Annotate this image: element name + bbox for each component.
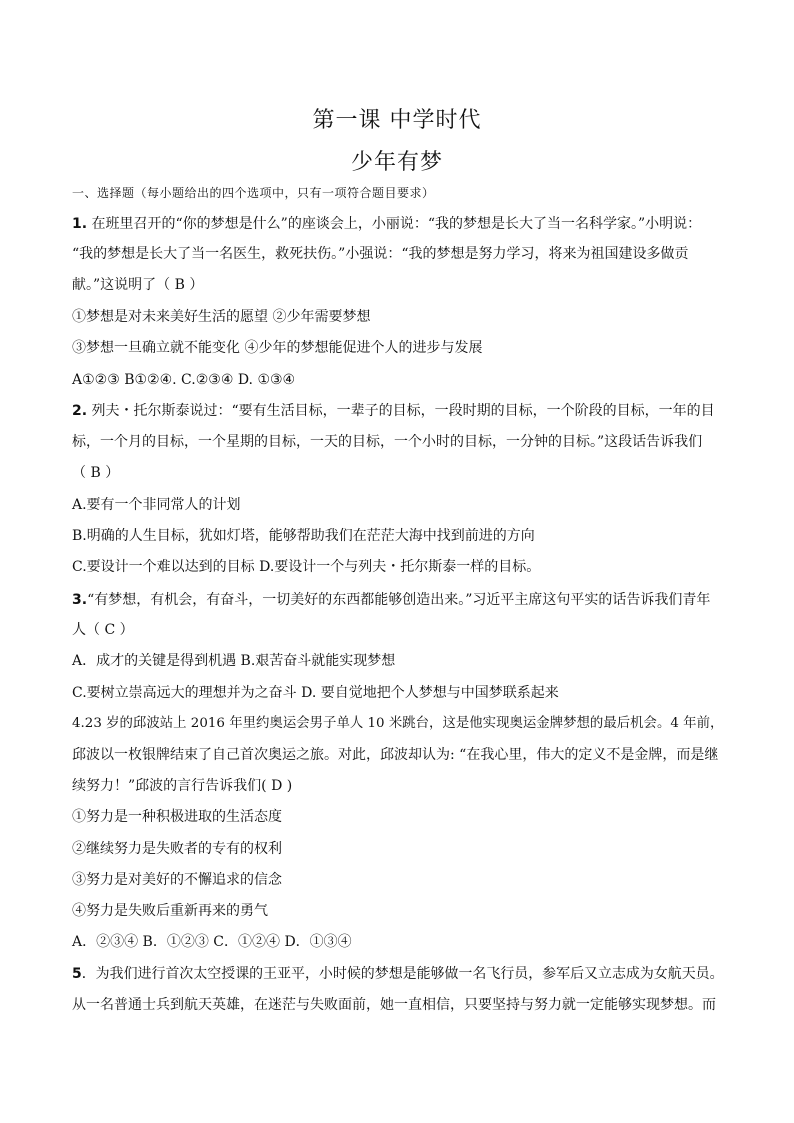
q5-line-2: 从一名普通士兵到航天英雄，在迷茫与失败面前，她一直相信，只要坚持与努力就一定能够实现梦想。而 bbox=[72, 997, 716, 1013]
q2-number: 2. bbox=[72, 403, 88, 419]
q1-options-1: ①梦想是对未来美好生活的愿望 ②少年需要梦想 bbox=[72, 309, 371, 325]
q5-line-1 bbox=[72, 964, 724, 984]
section-header: 一、选择题（每小题给出的四个选项中，只有一项符合题目要求） bbox=[72, 186, 435, 200]
q5-text-1: ．为我们进行首次太空授课的王亚平，小时候的梦想是能够做一名飞行员，参军后又立志成为女航天员。 bbox=[81, 966, 724, 982]
q1-line-3: 献。”这说明了（ B ） bbox=[72, 277, 204, 293]
q1-number: 1. bbox=[72, 216, 88, 232]
q3-number: 3. bbox=[72, 592, 88, 608]
q2-text-1: 列夫・托尔斯泰说过：“要有生活目标，一辈子的目标，一段时期的目标，一个阶段的目标，一年的目 bbox=[87, 403, 715, 419]
q3-line-2: 人（ C ） bbox=[72, 622, 134, 638]
q1-text-1: 在班里召开的“你的梦想是什么”的座谈会上，小丽说：“我的梦想是长大了当一名科学家。”小明说： bbox=[87, 216, 702, 232]
q3-line-1 bbox=[72, 590, 710, 610]
q4-line-3: 续努力！”邱波的言行告诉我们( D ) bbox=[72, 778, 293, 794]
q2-option-b: B.明确的人生目标，犹如灯塔，能够帮助我们在茫茫大海中找到前进的方向 bbox=[72, 528, 535, 544]
q5-number: 5 bbox=[72, 966, 82, 982]
q4-option-4: ④努力是失败后重新再来的勇气 bbox=[72, 903, 268, 919]
q1-line-2: “我的梦想是长大了当一名医生，救死扶伤。”小强说：“我的梦想是努力学习，将来为祖国建设多做贡 bbox=[72, 246, 689, 262]
q2-line-1 bbox=[72, 401, 715, 421]
q4-line-1: 4.23 岁的邱波站上 2016 年里约奥运会男子单人 10 米跳台，这是他实现奥运金牌梦想的最后机会。4 年前， bbox=[72, 716, 724, 731]
lesson-title: 第一课 中学时代 bbox=[312, 108, 482, 133]
q3-text-1: “有梦想，有机会，有奋斗，一切美好的东西都能够创造出来。”习近平主席这句平实的话告诉我们青年 bbox=[87, 592, 711, 608]
q1-line-1 bbox=[72, 214, 701, 234]
q3-options-cd: C.要树立崇高远大的理想并为之奋斗 D. 要自觉地把个人梦想与中国梦联系起来 bbox=[72, 685, 559, 701]
q4-option-1: ①努力是一种积极进取的生活态度 bbox=[72, 809, 282, 825]
q4-option-3: ③努力是对美好的不懈追求的信念 bbox=[72, 872, 282, 888]
q1-options-2: ③梦想一旦确立就不能变化 ④少年的梦想能促进个人的进步与发展 bbox=[72, 340, 483, 356]
lesson-subtitle: 少年有梦 bbox=[350, 150, 443, 175]
q4-line-2: 邱波以一枚银牌结束了自己首次奥运之旅。对此，邱波却认为: “在我心里，伟大的定义不是金牌，而是继 bbox=[72, 747, 719, 763]
q3-options-ab: A．成才的关键是得到机遇 B.艰苦奋斗就能实现梦想 bbox=[72, 653, 396, 669]
q2-options-cd: C.要设计一个难以达到的目标 D.要设计一个与列夫・托尔斯泰一样的目标。 bbox=[72, 559, 541, 575]
q2-line-3: （ B ） bbox=[72, 465, 120, 481]
q4-answer-choices: A．②③④ B．①②③ C．①②④ D．①③④ bbox=[72, 934, 352, 950]
q2-line-2: 标，一个月的目标，一个星期的目标，一天的目标，一个小时的目标，一分钟的目标。”这段话告诉我们 bbox=[72, 434, 703, 450]
q1-answer-choices: A①②③ B①②④. C.②③④ D. ①③④ bbox=[72, 372, 296, 388]
q4-option-2: ②继续努力是失败者的专有的权利 bbox=[72, 841, 282, 857]
q2-option-a: A.要有一个非同常人的计划 bbox=[72, 497, 241, 513]
